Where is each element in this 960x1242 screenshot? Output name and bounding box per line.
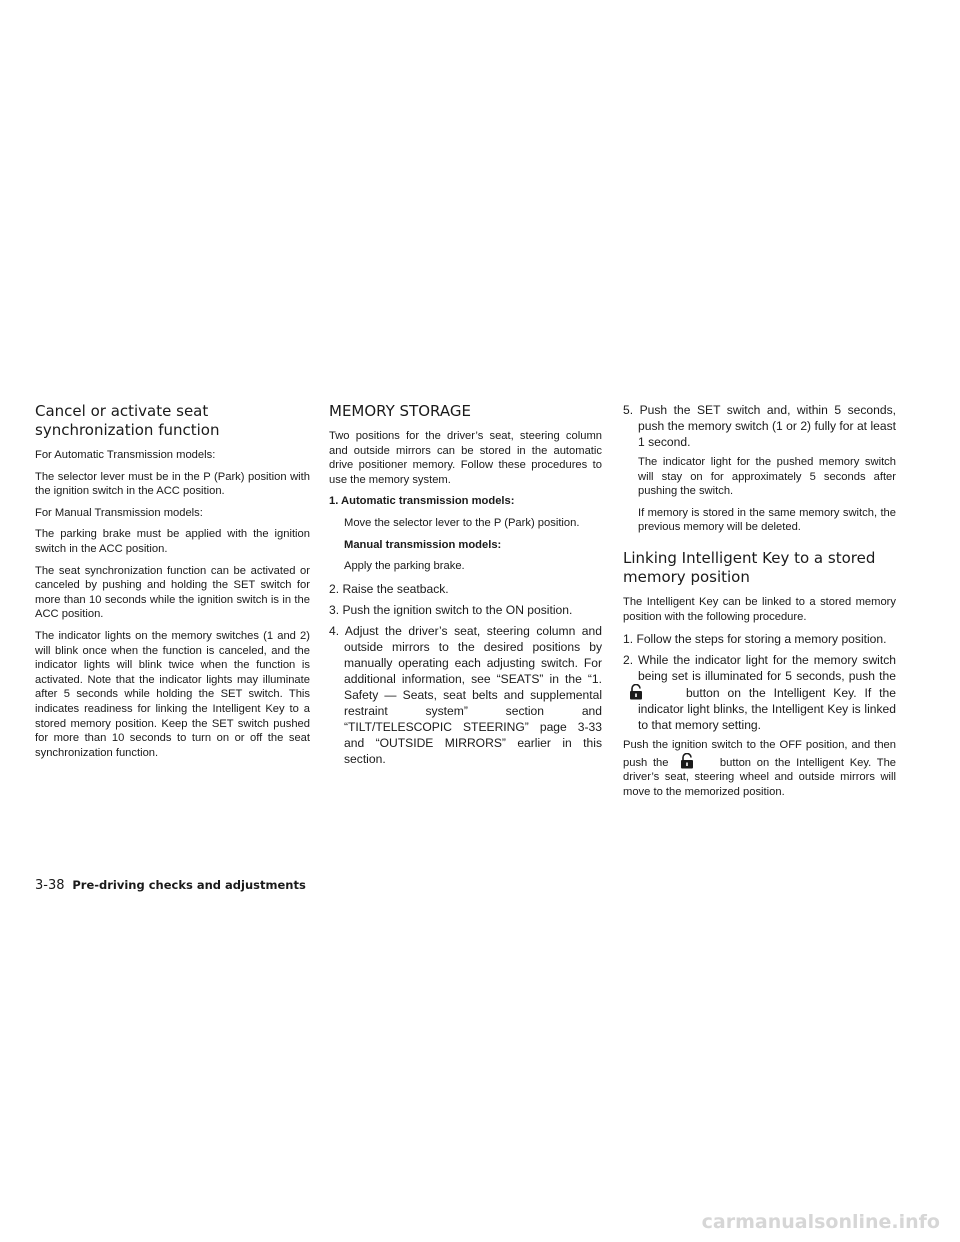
section-title: Pre-driving checks and adjustments (72, 878, 306, 892)
paragraph: The Intelligent Key can be linked to a stored memory position with the following procedure. (623, 595, 896, 623)
step-5-note: The indicator light for the pushed memory switch will stay on for approximately 5 seconds after pushing the switch. (638, 456, 896, 498)
step-1-manual-text: Apply the parking brake. (344, 560, 465, 573)
section-heading-memory-storage: MEMORY STORAGE (329, 402, 471, 420)
section-heading-linking-key (623, 549, 896, 587)
step-5: 5. Push the SET switch and, within 5 seconds, push the memory switch (1 or 2) fully for at least 1 second. (623, 403, 896, 449)
unlock-icon (680, 753, 694, 769)
step-5-note: If memory is stored in the same memory switch, the previous memory will be deleted. (638, 506, 896, 534)
unlock-icon (644, 684, 658, 700)
step-label: Automatic transmission models: (341, 495, 515, 508)
paragraph: The seat synchronization function can be activated or canceled by pushing and holding the SET switch for more than 10 seconds while the ignition switch is in the ACC position. (35, 564, 310, 621)
page-number: 3-38 (35, 878, 65, 893)
page-footer (35, 878, 306, 893)
step-text: 2. While the indicator light for the memory switch being set is illuminated for 5 seconds, push the (623, 653, 896, 684)
paragraph: The selector lever must be in the P (Park) position with the ignition switch in the ACC position. (35, 470, 310, 498)
heading-line: Linking Intelligent Key to a stored (623, 548, 876, 567)
heading-line: synchronization function (35, 421, 220, 439)
heading-line: memory position (623, 567, 750, 586)
column-middle (329, 402, 602, 772)
paragraph-text: Push the ignition switch to the OFF position, and then push the (623, 739, 896, 769)
watermark: carmanualsonline.info (701, 1211, 940, 1233)
step-2: 2. Raise the seatback. (329, 581, 449, 596)
column-left (35, 402, 310, 767)
paragraph-text: button on the Intelligent Key. The driver’s seat, steering wheel and outside mirrors will move to the memorized position. (623, 756, 897, 798)
step-1-text: Move the selector lever to the P (Park) position. (344, 516, 580, 529)
column-right (623, 402, 896, 807)
paragraph: The parking brake must be applied with the ignition switch in the ACC position. (35, 528, 310, 555)
step-1-manual-label: Manual transmission models: (344, 538, 502, 551)
link-step-1: 1. Follow the steps for storing a memory position. (623, 632, 887, 647)
step-number: 1. (329, 495, 339, 508)
section-heading-seat-sync (35, 402, 310, 440)
paragraph: Two positions for the driver’s seat, steering column and outside mirrors can be stored in the automatic drive positioner memory. Follow these procedures to use the memory system. (329, 430, 602, 486)
paragraph: For Manual Transmission models: (35, 506, 203, 519)
paragraph-final (623, 738, 896, 799)
heading-line: Cancel or activate seat (35, 402, 209, 420)
step-4: 4. Adjust the driver’s seat, steering column and outside mirrors to the desired positions by manually operating each adjusting switch. For additional information, see “SEATS” in the “1. Safety — Seats, seat belts and supplemental restraint system” section and “TILT/TELESCOPIC STEERING” page 3-33 and “OUTSIDE MIRRORS” earlier in this section. (329, 623, 602, 766)
step-3: 3. Push the ignition switch to the ON position. (329, 602, 573, 617)
step-1-heading (329, 494, 602, 509)
step-text: button on the Intelligent Key. If the indicator light blinks, the Intelligent Key is linked to that memory setting. (638, 686, 896, 733)
link-step-2 (623, 652, 896, 733)
paragraph: The indicator lights on the memory switches (1 and 2) will blink once when the function is canceled, and the indicator lights will blink twice when the function is activated. Note that the indicator lights may illuminate after 5 seconds while holding the SET switch. This indicates readiness for linking the Intelligent Key to a stored memory position. Keep the SET switch pushed for more than 10 seconds to turn on or off the seat synchronization function. (35, 629, 310, 759)
paragraph: For Automatic Transmission models: (35, 449, 216, 461)
